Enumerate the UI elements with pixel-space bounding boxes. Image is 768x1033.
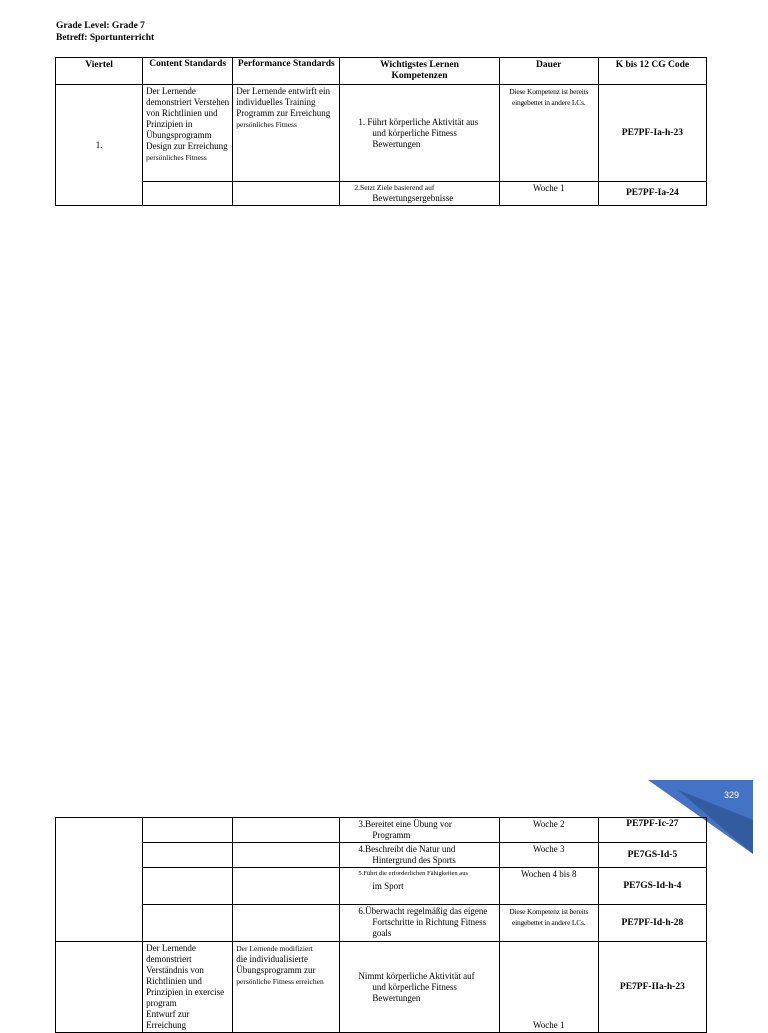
code-cell: PE7GS-Id-5 xyxy=(598,843,706,868)
competency-cell xyxy=(340,942,499,1033)
content-standard-small: Entwurf zur Erreichung xyxy=(146,1009,190,1030)
duration-cell: Wochen 4 bis 8 xyxy=(499,868,598,905)
competency-text: 6.Überwacht regelmäßig das eigene xyxy=(358,906,488,916)
empty-cell xyxy=(233,182,340,206)
performance-standard-cell xyxy=(233,942,340,1033)
empty-cell xyxy=(233,905,340,942)
competency-cell xyxy=(340,182,499,206)
empty-cell xyxy=(143,843,233,868)
empty-cell xyxy=(233,843,340,868)
curriculum-table-1 xyxy=(55,57,707,206)
code-cell: PE7PF-Id-h-28 xyxy=(598,905,706,942)
col-header-content: Content Standards xyxy=(143,58,233,85)
duration-cell: Woche 3 xyxy=(499,843,598,868)
empty-cell xyxy=(143,868,233,905)
table-row xyxy=(56,85,707,182)
performance-standard-text: Der Lernende entwirft ein individuelles Training Programm zur Erreichung xyxy=(236,86,331,118)
col-header-code: K bis 12 CG Code xyxy=(598,58,706,85)
competency-text-cont: Programm xyxy=(372,830,411,840)
content-standard-text: Der Lernende demonstriert Verständnis von Richtlinien und Prinzipien in exercise program xyxy=(146,943,225,1008)
content-standard-cell xyxy=(143,85,233,182)
performance-standard-text: die individualisierte Übungsprogramm zur xyxy=(236,954,316,975)
code-cell: PE7PF-Ia-24 xyxy=(598,182,706,206)
quarter-cell xyxy=(56,818,143,942)
content-standard-small: persönliches Fitness xyxy=(146,153,207,162)
competency-text-cont: Bewertungsergebnisse xyxy=(372,193,454,203)
duration-cell: Woche 2 xyxy=(499,818,598,843)
performance-standard-small: Der Lernende modifiziert xyxy=(236,944,313,953)
competency-text: 3.Bereitet eine Übung vor xyxy=(358,819,452,829)
empty-cell xyxy=(233,818,340,843)
empty-cell xyxy=(143,905,233,942)
duration-cell: Woche 1 xyxy=(499,182,598,206)
content-standard-text: Der Lernende demonstriert Verstehen von Richtlinien und Prinzipien in Übungsprogramm Design zur Erreichung xyxy=(146,86,230,151)
quarter-cell xyxy=(56,942,143,1033)
competency-text-cont: und körperliche Fitness Bewertungen xyxy=(372,127,457,149)
competency-cell xyxy=(340,868,499,905)
table-row xyxy=(56,868,707,905)
quarter-cell: 1. xyxy=(56,85,143,206)
competency-text: Nimmt körperliche Aktivität auf xyxy=(358,970,475,981)
code-cell: PE7PF-IIa-h-23 xyxy=(598,942,706,1033)
empty-cell xyxy=(143,818,233,843)
col-header-quarter: Viertel xyxy=(56,58,143,85)
curriculum-table-2 xyxy=(55,817,707,1033)
code-cell: PE7GS-Id-h-4 xyxy=(598,868,706,905)
col-header-competencies: Wichtigstes Lernen Kompetenzen xyxy=(340,58,499,85)
competency-text-cont: im Sport xyxy=(372,881,404,891)
performance-standard-small: persönliches Fitness xyxy=(236,120,297,129)
table-row xyxy=(56,942,707,1033)
table-row xyxy=(56,843,707,868)
table-row xyxy=(56,182,707,206)
table-row xyxy=(56,905,707,942)
duration-cell: Woche 1 xyxy=(499,942,598,1033)
competency-text: 4.Beschreibt die Natur und xyxy=(358,844,456,854)
duration-cell: Diese Kompetenz ist bereits eingebettet in andere LCs. xyxy=(499,85,598,182)
competency-text-cont: Fortschritte in Richtung Fitness goals xyxy=(372,917,487,938)
code-cell: PE7PF-Ic-27 xyxy=(598,818,706,843)
table-header-row xyxy=(56,58,707,85)
content-standard-cell xyxy=(143,942,233,1033)
table-row xyxy=(56,818,707,843)
competency-cell xyxy=(340,85,499,182)
duration-cell: Diese Kompetenz ist bereits eingebettet in andere LCs. xyxy=(499,905,598,942)
page-number: 329 xyxy=(724,790,740,800)
competency-text: 2.Setzt Ziele basierend auf xyxy=(354,183,435,192)
competency-text-cont: Hintergrund des Sports xyxy=(372,855,456,865)
subject: Betreff: Sportunterricht xyxy=(56,33,155,43)
code-cell: PE7PF-Ia-h-23 xyxy=(598,85,706,182)
competency-text: 1. Führt körperliche Aktivität aus xyxy=(358,116,479,127)
competency-cell xyxy=(340,818,499,843)
performance-standard-cell xyxy=(233,85,340,182)
empty-cell xyxy=(233,868,340,905)
col-header-duration: Dauer xyxy=(499,58,598,85)
performance-standard-small-2: persönliche Fitness erreichen xyxy=(236,977,324,986)
document-header xyxy=(56,20,154,44)
competency-text: 5.Führt die erforderlichen Fähigkeiten aus xyxy=(358,870,468,877)
col-header-performance: Performance Standards xyxy=(233,58,340,85)
grade-level: Grade Level: Grade 7 xyxy=(56,21,145,31)
competency-cell xyxy=(340,905,499,942)
competency-cell xyxy=(340,843,499,868)
empty-cell xyxy=(143,182,233,206)
competency-text-cont: und körperliche Fitness Bewertungen xyxy=(372,981,457,1003)
